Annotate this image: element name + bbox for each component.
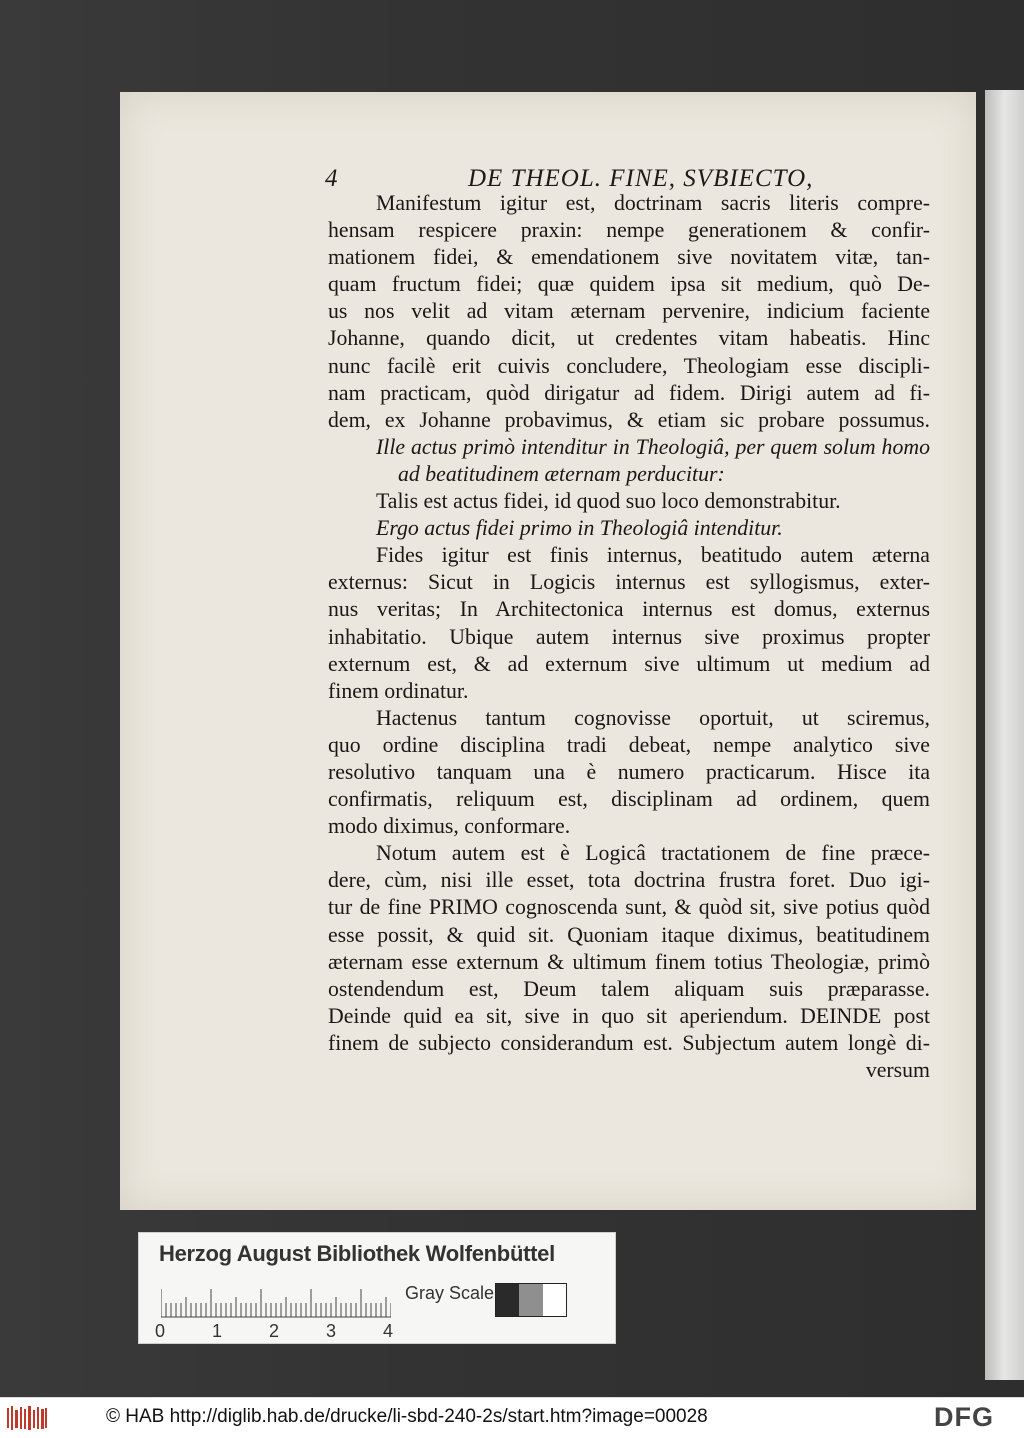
text-line: Deinde quid ea sit, sive in quo sit aperiendum. DEINDE post	[328, 1003, 930, 1028]
text-line: dere, cùm, nisi ille esset, tota doctrina frustra foret. Duo igi-	[328, 868, 930, 893]
text-line: Notum autem est è Logicâ tractationem de fine præce-	[376, 841, 930, 866]
running-title: DE THEOL. FINE, SVBIECTO,	[468, 165, 814, 192]
gray-swatch	[519, 1284, 542, 1316]
text-line: nunc facilè erit cuivis concludere, Theologiam esse discipli-	[328, 353, 930, 378]
copyright-url[interactable]: © HAB http://diglib.hab.de/drucke/li-sbd-240-2s/start.htm?image=00028	[106, 1406, 708, 1427]
footer-bar	[0, 1397, 1024, 1438]
gray-swatch	[543, 1284, 566, 1316]
text-line: Fides igitur est finis internus, beatitudo autem æterna	[376, 543, 930, 568]
text-line: tur de fine PRIMO cognoscenda sunt, & quòd sit, sive potius quòd	[328, 895, 930, 920]
ruler-number: 0	[155, 1321, 166, 1341]
text-line: finem ordinatur.	[328, 678, 469, 703]
text-line: ostendendum est, Deum talem aliquam suis præparasse.	[328, 976, 930, 1001]
text-line: Johanne, quando dicit, ut credentes vitam habeatis. Hinc	[328, 326, 930, 351]
text-line: mationem fidei, & emendationem sive novitatem vitæ, tan-	[328, 245, 930, 270]
dfg-logo: DFG	[934, 1402, 994, 1432]
text-line: quo ordine disciplina tradi debeat, nempe analytico sive	[328, 732, 930, 757]
ruler-numbers	[155, 1321, 395, 1341]
text-line: Hactenus tantum cognovisse oportuit, ut sciremus,	[376, 705, 930, 730]
gray-scale-label: Gray Scale	[405, 1283, 495, 1303]
text-line: versum	[865, 1058, 930, 1082]
text-line: resolutivo tanquam una è numero practicarum. Hisce ita	[328, 759, 930, 784]
text-line: inhabitatio. Ubique autem internus sive proximus propter	[328, 624, 930, 649]
text-line: ad beatitudinem æternam perducitur:	[398, 461, 725, 486]
text-line: externus: Sicut in Logicis internus est syllogismus, exter-	[328, 570, 930, 595]
gray-scale-swatches	[495, 1283, 567, 1317]
text-line: esse possit, & quid sit. Quoniam itaque diximus, beatitudinem	[328, 922, 930, 947]
text-line: nus veritas; In Architectonica internus est domus, externus	[328, 597, 930, 622]
ruler-number: 1	[212, 1321, 223, 1341]
gray-swatch	[496, 1284, 519, 1316]
ruler-number: 3	[326, 1321, 337, 1341]
text-line: Manifestum igitur est, doctrinam sacris literis compre-	[376, 191, 930, 215]
library-name: Herzog August Bibliothek Wolfenbüttel	[159, 1241, 555, 1266]
hab-barcode-logo-icon	[6, 1404, 48, 1432]
adjacent-page-edge	[985, 90, 1024, 1380]
color-target-card	[138, 1232, 616, 1344]
ruler-number: 2	[269, 1321, 280, 1341]
text-line: us nos velit ad vitam æternam pervenire, indicium faciente	[328, 299, 930, 324]
ruler-number: 4	[383, 1321, 394, 1341]
text-line: Ille actus primò intenditur in Theologiâ, per quem solum homo	[376, 434, 930, 459]
text-line: Ergo actus fidei primo in Theologiâ intenditur.	[376, 516, 783, 541]
text-line: externum est, & ad externum sive ultimum ut medium ad	[328, 651, 930, 676]
text-line: finem de subjecto considerandum est. Subjectum autem longè di-	[328, 1030, 930, 1055]
measurement-ruler	[161, 1289, 391, 1319]
text-line: modo diximus, conformare.	[328, 814, 571, 839]
page-body-text	[328, 190, 930, 1084]
text-line: hensam respicere praxin: nempe generationem & confir-	[328, 218, 930, 243]
page-number: 4	[325, 165, 339, 192]
text-line: Talis est actus fidei, id quod suo loco demonstrabitur.	[376, 489, 841, 514]
text-line: confirmatis, reliquum est, disciplinam ad ordinem, quem	[328, 787, 930, 812]
text-line: nam practicam, quòd dirigatur ad fidem. Dirigi autem ad fi-	[328, 380, 930, 405]
text-line: dem, ex Johanne probavimus, & etiam sic probare possumus.	[328, 407, 930, 432]
text-line: quam fructum fidei; quæ quidem ipsa sit medium, quò De-	[328, 272, 930, 297]
text-line: æternam esse externum & ultimum finem totius Theologiæ, primò	[328, 949, 930, 974]
